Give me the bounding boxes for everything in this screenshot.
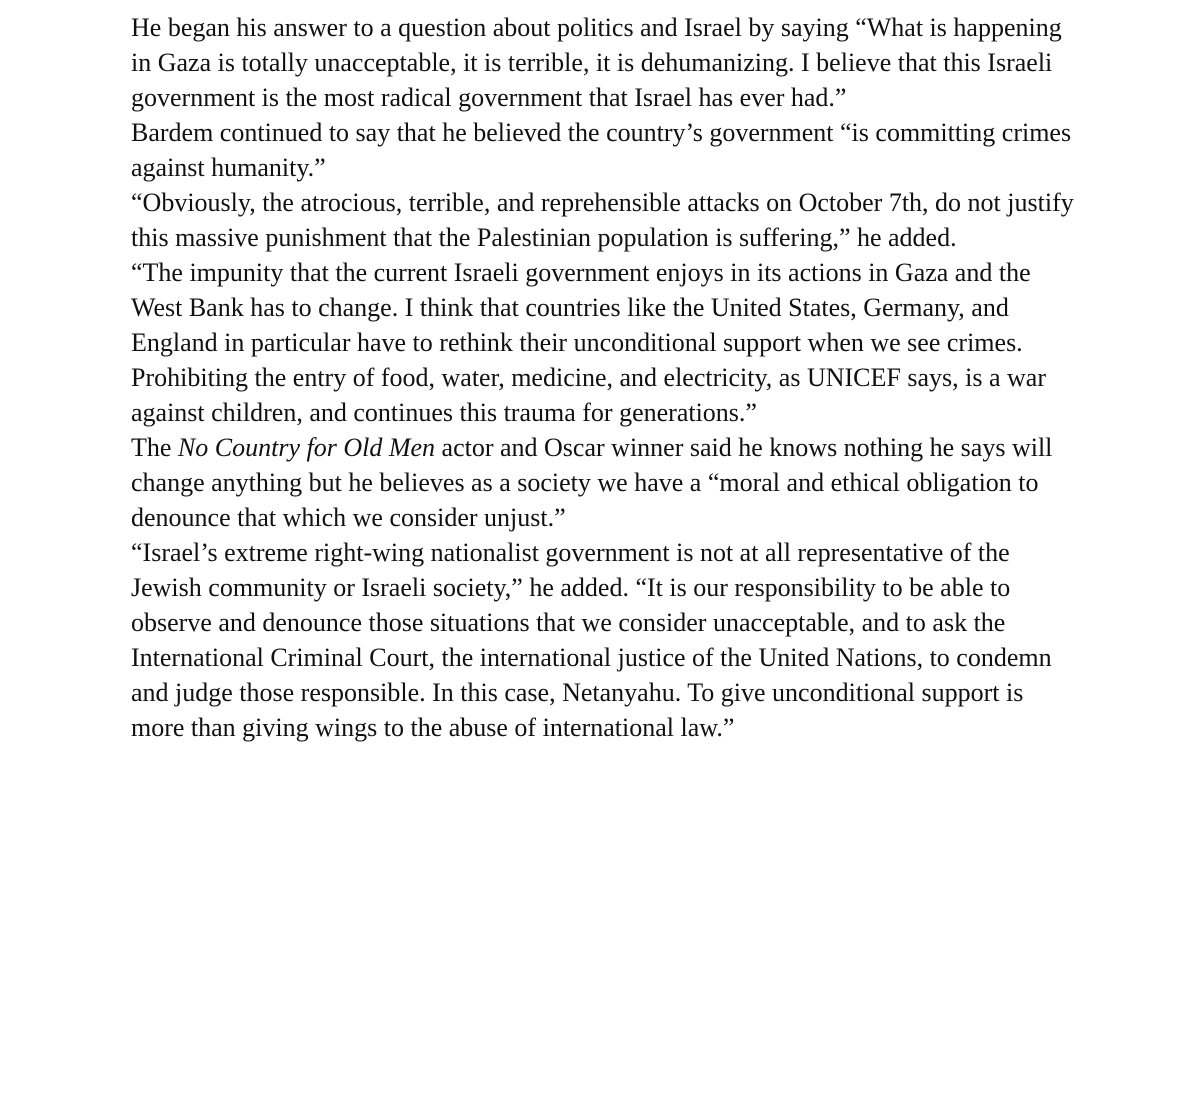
paragraph-text-after-title: actor and Oscar winner said he knows nothing he says will change anything but he believes as a society we have a “moral and ethical obligation to denounce that which we consider unjust.” <box>131 433 1053 532</box>
article-body <box>131 10 1081 745</box>
paragraph-moral-obligation <box>131 430 1081 535</box>
paragraph-text-before-title: The <box>131 433 178 462</box>
paragraph-crimes-against-humanity: Bardem continued to say that he believed the country’s government “is committing crimes against humanity.” <box>131 118 1072 182</box>
film-title: No Country for Old Men <box>177 433 436 462</box>
paragraph-october-7th: “Obviously, the atrocious, terrible, and reprehensible attacks on October 7th, do not justify this massive punishment that the Palestinian population is suffering,” he added. <box>131 188 1074 252</box>
paragraph-opening-quote: He began his answer to a question about politics and Israel by saying “What is happening in Gaza is totally unacceptable, it is terrible, it is dehumanizing. I believe that this Israeli government is the most radical government that Israel has ever had.” <box>131 13 1062 112</box>
paragraph-impunity: “The impunity that the current Israeli government enjoys in its actions in Gaza and the West Bank has to change. I think that countries like the United States, Germany, and England in particular have to rethink their unconditional support when we see crimes. Prohibiting the entry of food, water, medicine, and electricity, as UNICEF says, is a war against children, and continues this trauma for generations.” <box>131 258 1046 427</box>
paragraph-netanyahu: “Israel’s extreme right-wing nationalist government is not at all representative of the Jewish community or Israeli society,” he added. “It is our responsibility to be able to observe and denounce those situations that we consider unacceptable, and to ask the International Criminal Court, the international justice of the United Nations, to condemn and judge those responsible. In this case, Netanyahu. To give unconditional support is more than giving wings to the abuse of international law.” <box>131 538 1052 742</box>
